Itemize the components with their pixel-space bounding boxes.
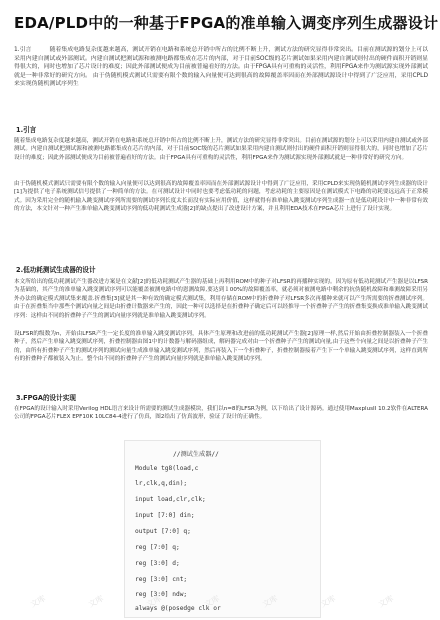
- section-heading-design: 2.低功耗测试生成器的设计: [16, 266, 96, 274]
- design-paragraph-2: 设LFSR的级数为n，开始由LFSR产生一定长度的准单输入跳变测试序列，具体产生原理和改进前的低功耗测试产生器[2]原理一样,然后开始由折叠控制器装入一个折叠种子，然后产生单输入跳变测试序列，折叠控制器由图1中的计数器与解码器组成，解码器完成对由一个折叠种子产生的测试向量,由于这些个向量之间是以折叠种子产生的，由所有折叠种子产生的测试序列的测试向量生成准单输入跳变测试序列，然后再装入下一个折叠种子，折叠控制器接着产生下一个单输入跳变测试序列，这样直到所有的折叠种子都被装入为止。整个由不同的折叠种子产生的测试向量序列就是准单输入跳变测试序列。: [14, 331, 428, 363]
- code-line: lr,clk,q,din);: [135, 480, 188, 487]
- intro-paragraph: 随着集成电路复杂度越来越高，测试开销在电路和系统总开销中所占的比例不断上升，测试方法的研究显得非常突出。目前在测试源的划分上可以采用内建自测试或外部测试。内建自测试把测试源和被测电路都集成在芯片的内部，对于目前SOC级的芯片测试如果采用内建自测试则付出的硬件面积开销则显得很大的，同时也增加了芯片设计的难度；因此外部测试便成为目前被普遍看好的方法。由于FPGA具有可重构的灵活性，利用FPGA来作为测试源实现外部测试就是一种非常好的研究方向。: [14, 138, 428, 161]
- code-line: always @(posedge clk or: [135, 605, 221, 612]
- code-line: reg [3:0] cnt;: [135, 576, 188, 583]
- intro-paragraph-2: 由于伪随机模式测试只需要有限个数的输入向量便可以达到很高的故障覆盖率因而在外部测试源设计中得到了广泛应用，采用CPLD来实现伪随机测试序列生成器的设计[1]为提供了电子系统测试信号提供了一种简单的方法。在可测试设计中同时也要考虑低功耗的问题，考虑功耗的主要原因是在测试模式下电路的功耗要远远高于正常模式。因为采用完全的随机输入跳变测试序列所需要的测试序列长度太长而没有实际应用价值，这样就得有准单输入跳变测试序列生成器一直是低功耗设计中一种非常有效的方法，本文针对一种产生准单输入跳变测试序列的低功耗测试生成器[2]的缺点提出了改进设计方案，并且利用EDA技术在FPGA芯片上进行了设计实现。: [14, 181, 428, 213]
- watermark: 文库: [86, 593, 106, 610]
- section-label: 1.引言: [14, 47, 32, 53]
- code-line: reg [3:0] ndw;: [135, 591, 188, 598]
- code-line: output [7:0] q;: [135, 528, 191, 535]
- section-text: 随着集成电路复杂度越来越高，测试开销在电路和系统总开销中所占的比例不断上升，测试方法的研究显得非常突出。目前在测试源的划分上可以采用内建自测试或外部测试。内建自测试把测试源和被测电路都集成在芯片的内部，对于目前SOC级的芯片测试如果采用内建自测试则付出的硬件面积开销则显得很大的，同时也增加了芯片设计的难度；因此外部测试便成为目前被普遍看好的方法。由于FPGA具有可重构的灵活性，利用FPGA来作为测试源实现外部测试就是一种非常好的研究方向。 由于伪随机模式测试只需要有限个数的输入向量便可达到很高的故障覆盖率因而在外部测试源设计中得到了广泛应用，采用CPLD来实现伪随机测试序列生: [14, 47, 429, 88]
- design-paragraph: 本文所给出的低功耗测试产生器改进方案是在文献[2]的低功耗测试产生器的基础上再利用ROM中的种子对LFSR的再播种实现的。因为原有低功耗测试产生器是以LFSR为基础的，其产生的准单输入跳变测试序列可以能覆盖被测电路中的恩测故障,要达到１00%的故障覆盖率，就必须对被测电路中剩余的抗伪随机故障和难测故障采用另外办法的确定模式测试集来覆盖.折叠集[3]就是其一种有效的确定模式测试集，利用存储在ROM中的折叠种子对LFSR多次再播种来就可以产生所需要的折叠测试序列。由于在折叠集当中那些个测试向量之间是由折叠计数器来产生的，因此一种可以选择是在折叠种子确定后可以经推导一个折叠种子产生的折叠集变换成准单输入跳变测试序列：这样由不同的折叠种子产生的测试向量序列就是准单输入跳变测试序列。: [14, 279, 428, 319]
- code-line: //测试生成器//: [173, 451, 219, 458]
- code-line: input [7:0] din;: [135, 512, 195, 519]
- watermark: 文库: [202, 593, 222, 610]
- code-line: Module tg8(load,c: [135, 465, 199, 472]
- watermark: 文库: [260, 593, 280, 610]
- section-heading-fpga: 3.FPGA的设计实现: [16, 394, 76, 402]
- code-line: input load,clr,clk;: [135, 496, 206, 503]
- abstract-paragraph: [14, 46, 428, 89]
- watermark: 文库: [376, 593, 396, 610]
- document-title: EDA/PLD中的一种基于FPGA的准单输入调变序列生成器设计: [14, 14, 439, 32]
- code-line: reg [3:0] d;: [135, 560, 180, 567]
- watermark: 文库: [28, 593, 48, 610]
- watermark: 文库: [318, 593, 338, 610]
- fpga-paragraph: 在FPGA的设计输入时采用Verilog HDL语言来设计所需要的测试生成器模块，我们以n=8的LFSR为例，以下给出了设计源码。通过使用MaxplusII 10.2软件在ALTERA公司的FPGA芯片FLEX EPF10K 10LC84-4进行了仿真，图2给出了仿真波形，验证了设计的正确性。: [14, 406, 428, 421]
- code-line: reg [7:0] q;: [135, 544, 180, 551]
- section-heading-intro: 1.引言: [16, 126, 37, 134]
- watermark: 文库: [144, 593, 164, 610]
- code-listing: [124, 440, 321, 618]
